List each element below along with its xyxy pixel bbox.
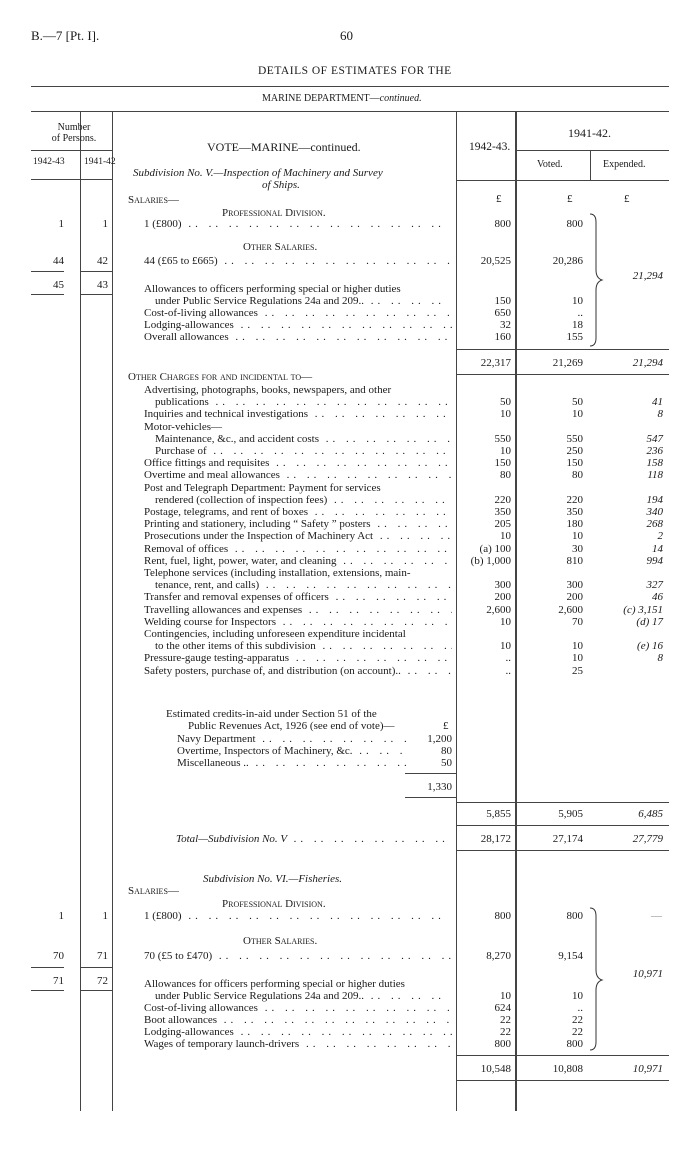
charge-label: Office fittings and requisites .. .. bbox=[144, 457, 452, 469]
amount-voted: 10 bbox=[572, 652, 583, 665]
credits-heading-2: Public Revenues Act, 1926 (see end of vote)— bbox=[188, 720, 395, 732]
amount-1942: 50 bbox=[500, 396, 511, 409]
amount-expended: 327 bbox=[646, 579, 663, 592]
amount-1942: 22 bbox=[500, 1014, 511, 1026]
amount-voted: 50 bbox=[572, 396, 583, 409]
pound-sign: £ bbox=[624, 193, 630, 205]
line-label: Boot allowances .. .. bbox=[144, 1014, 452, 1026]
amount-voted: 810 bbox=[566, 554, 583, 567]
subtotal-voted: 21,269 bbox=[552, 357, 583, 369]
charge-label: Purchase of .. .. bbox=[155, 445, 452, 457]
amount-1942: 200 bbox=[494, 591, 511, 604]
year-col-b: 1941-42 bbox=[84, 157, 116, 167]
amount-1942: 2,600 bbox=[486, 603, 511, 616]
charge-label: Overtime and meal allowances .. .. bbox=[144, 469, 452, 481]
other-salaries: Other Salaries. bbox=[243, 935, 318, 947]
pound-sign: £ bbox=[496, 193, 502, 205]
amount-voted: 22 bbox=[572, 1014, 583, 1026]
charge-label: Transfer and removal expenses of officers .. .. bbox=[144, 591, 452, 603]
amount-expended: (d) 17 bbox=[636, 615, 663, 628]
charge-label: Welding course for Inspectors .. .. bbox=[144, 616, 452, 628]
persons-total: 71 bbox=[53, 975, 64, 987]
charge-label: Removal of offices .. .. bbox=[144, 543, 452, 555]
persons-count: 1 bbox=[58, 218, 64, 230]
amount-1942: 22 bbox=[500, 1026, 511, 1038]
pound-sign: £ bbox=[567, 193, 573, 205]
charge-label: Prosecutions under the Inspection of Machinery Act .. .. bbox=[144, 530, 452, 542]
subtotal-1942: 5,855 bbox=[486, 808, 511, 820]
charge-label: Motor-vehicles— bbox=[144, 420, 222, 433]
amount-1942: 800 bbox=[494, 1038, 511, 1050]
amount-1942: 205 bbox=[494, 518, 511, 531]
subtotal-1942: 22,317 bbox=[480, 357, 511, 369]
amount-voted: 180 bbox=[566, 518, 583, 531]
persons-count: 1 bbox=[58, 910, 64, 922]
page-reference: B.—7 [Pt. I]. bbox=[31, 28, 100, 43]
subtotal-1942: 10,548 bbox=[480, 1063, 511, 1075]
persons-count: 1 bbox=[102, 910, 108, 922]
salaries-label: Salaries— bbox=[128, 885, 179, 897]
total-1942: 28,172 bbox=[480, 833, 511, 845]
amount-1942: 350 bbox=[494, 506, 511, 518]
amount-voted: 800 bbox=[566, 1038, 583, 1050]
subtotal-expended: 21,294 bbox=[632, 357, 663, 369]
persons-count: 44 bbox=[53, 255, 64, 267]
charge-label: Travelling allowances and expenses .. .. bbox=[144, 604, 452, 616]
amount-1942: .. bbox=[505, 664, 511, 677]
amount-voted: 250 bbox=[566, 445, 583, 457]
amount-1942: .. bbox=[505, 652, 511, 665]
charge-label: Post and Telegraph Department: Payment for services bbox=[144, 481, 381, 494]
amount-expended: 8 bbox=[657, 652, 663, 665]
amount-expended: 14 bbox=[652, 542, 663, 555]
amount-1942: 10 bbox=[500, 445, 511, 457]
charge-label: Contingencies, including unforeseen expenditure incidental bbox=[144, 628, 406, 640]
bracket-total: 21,294 bbox=[632, 270, 663, 282]
amount-voted: 800 bbox=[566, 910, 583, 922]
brace-icon bbox=[588, 906, 606, 1054]
page-title: DETAILS OF ESTIMATES FOR THE bbox=[258, 65, 452, 77]
charge-label: rendered (collection of inspection fees) .. .. bbox=[155, 494, 452, 506]
amount-voted: 10 bbox=[572, 640, 583, 653]
col-1941-42: 1941-42. bbox=[568, 126, 611, 140]
credit-label: Navy Department .. .. bbox=[177, 733, 407, 745]
credit-label: Miscellaneous .. .. .. bbox=[177, 757, 407, 769]
amount-expended: 8 bbox=[657, 408, 663, 421]
line-label: Allowances to officers performing special or higher duties bbox=[144, 283, 401, 295]
amount-voted: 80 bbox=[572, 469, 583, 482]
amount-1942: 300 bbox=[494, 579, 511, 592]
amount-voted: 10 bbox=[572, 408, 583, 421]
amount-expended: — bbox=[651, 910, 662, 922]
amount-voted: 20,286 bbox=[552, 255, 583, 267]
charge-label: tenance, rent, and calls) .. .. bbox=[155, 579, 452, 591]
line-label: under Public Service Regulations 24a and 209.. .. .. bbox=[155, 990, 452, 1002]
amount-voted: 200 bbox=[566, 591, 583, 604]
amount-voted: 550 bbox=[566, 432, 583, 445]
amount-1942: 10 bbox=[500, 530, 511, 543]
line-label: Cost-of-living allowances .. .. bbox=[144, 307, 452, 319]
subdivision-v-heading-2: of Ships. bbox=[262, 179, 300, 191]
amount-expended: 158 bbox=[646, 457, 663, 470]
salaries-label: Salaries— bbox=[128, 194, 179, 206]
credits-heading: Estimated credits-in-aid under Section 51 of the bbox=[166, 708, 377, 720]
line-label: 1 (£800) .. .. bbox=[144, 218, 452, 230]
amount-voted: 150 bbox=[566, 457, 583, 470]
charge-label: Advertising, photographs, books, newspapers, and other bbox=[144, 384, 392, 396]
persons-header: Number of Persons. bbox=[51, 122, 97, 144]
amount-voted: 10 bbox=[572, 295, 583, 307]
line-label: under Public Service Regulations 24a and 209.. .. .. bbox=[155, 295, 452, 307]
credits-total: 1,330 bbox=[427, 781, 452, 793]
charge-label: Printing and stationery, including “ Safety ” posters .. .. bbox=[144, 518, 452, 530]
total-label: Total—Subdivision No. V .. .. bbox=[176, 833, 452, 845]
voted-header: Voted. bbox=[537, 159, 563, 170]
amount-expended: 46 bbox=[652, 591, 663, 604]
amount-1942: 220 bbox=[494, 493, 511, 506]
subdivision-v-heading: Subdivision No. V.—Inspection of Machinery and Survey bbox=[133, 167, 383, 179]
amount-1942: (b) 1,000 bbox=[470, 554, 511, 567]
persons-count: 70 bbox=[53, 950, 64, 962]
professional-division: Professional Division. bbox=[222, 898, 326, 910]
persons-total: 43 bbox=[97, 279, 108, 291]
amount-1942: 160 bbox=[494, 331, 511, 343]
page-number: 60 bbox=[340, 28, 353, 43]
page-subtitle: MARINE DEPARTMENT—continued. bbox=[262, 93, 422, 104]
line-label: Lodging-allowances .. .. bbox=[144, 1026, 452, 1038]
amount-1942: 150 bbox=[494, 295, 511, 307]
amount-1942: 150 bbox=[494, 457, 511, 470]
amount-voted: 22 bbox=[572, 1026, 583, 1038]
amount-expended: 2 bbox=[657, 530, 663, 543]
amount-expended: (e) 16 bbox=[637, 640, 663, 653]
expended-header: Expended. bbox=[603, 159, 646, 170]
charge-label: publications .. .. bbox=[155, 396, 452, 408]
amount-expended: 236 bbox=[646, 445, 663, 457]
amount-1942: 10 bbox=[500, 408, 511, 421]
amount-voted: 800 bbox=[566, 218, 583, 230]
charge-label: Safety posters, purchase of, and distribution (on account).. .. .. bbox=[144, 665, 452, 677]
amount-1942: 20,525 bbox=[480, 255, 511, 267]
amount-voted: 155 bbox=[566, 331, 583, 343]
col-1942-43: 1942-43. bbox=[469, 141, 511, 153]
charge-label: Maintenance, &c., and accident costs .. .. bbox=[155, 433, 452, 445]
amount-voted: 9,154 bbox=[558, 950, 583, 962]
persons-count: 1 bbox=[102, 218, 108, 230]
vote-heading: VOTE—MARINE—continued. bbox=[207, 140, 361, 154]
amount-1942: 550 bbox=[494, 432, 511, 445]
amount-voted: .. bbox=[577, 1002, 583, 1014]
amount-expended: 41 bbox=[652, 396, 663, 409]
amount-voted: 10 bbox=[572, 530, 583, 543]
amount-1942: 800 bbox=[494, 218, 511, 230]
line-label: 70 (£5 to £470) .. .. bbox=[144, 950, 452, 962]
amount-expended: 118 bbox=[647, 469, 663, 482]
subtotal-voted: 10,808 bbox=[552, 1063, 583, 1075]
amount-voted: 70 bbox=[572, 615, 583, 628]
amount-1942: 10 bbox=[500, 615, 511, 628]
other-charges-heading: Other Charges for and incidental to— bbox=[128, 371, 313, 383]
charge-label: Telephone services (including installation, extensions, main- bbox=[144, 567, 411, 579]
credit-value: 80 bbox=[441, 745, 452, 757]
amount-1942: 10 bbox=[500, 990, 511, 1002]
amount-voted: 220 bbox=[566, 493, 583, 506]
amount-expended: 994 bbox=[646, 554, 663, 567]
amount-voted: 30 bbox=[572, 542, 583, 555]
line-label: Cost-of-living allowances .. .. bbox=[144, 1002, 452, 1014]
charge-label: Postage, telegrams, and rent of boxes .. .. bbox=[144, 506, 452, 518]
persons-count: 42 bbox=[97, 255, 108, 267]
line-label: 44 (£65 to £665) .. .. bbox=[144, 255, 452, 267]
other-salaries: Other Salaries. bbox=[243, 241, 318, 253]
professional-division: Professional Division. bbox=[222, 207, 326, 219]
amount-1942: 650 bbox=[494, 307, 511, 319]
line-label: Lodging-allowances .. .. bbox=[144, 319, 452, 331]
total-voted: 27,174 bbox=[552, 833, 583, 845]
charge-label: Inquiries and technical investigations .. .. bbox=[144, 408, 452, 420]
credit-value: 50 bbox=[441, 757, 452, 769]
total-expended: 27,779 bbox=[632, 833, 663, 845]
subtotal-voted: 5,905 bbox=[558, 808, 583, 820]
amount-1942: 32 bbox=[500, 319, 511, 331]
amount-1942: 800 bbox=[494, 910, 511, 922]
amount-expended: 268 bbox=[646, 518, 663, 531]
amount-voted: 2,600 bbox=[558, 603, 583, 616]
line-label: 1 (£800) .. .. bbox=[144, 910, 452, 922]
amount-1942: (a) 100 bbox=[479, 542, 511, 555]
persons-total: 45 bbox=[53, 279, 64, 291]
credit-value: 1,200 bbox=[427, 733, 452, 745]
amount-1942: 80 bbox=[500, 469, 511, 482]
amount-1942: 10 bbox=[500, 640, 511, 653]
amount-expended: 194 bbox=[646, 493, 663, 506]
year-col-a: 1942-43 bbox=[33, 157, 65, 167]
bracket-total: 10,971 bbox=[632, 968, 663, 980]
amount-voted: .. bbox=[577, 307, 583, 319]
amount-expended: 340 bbox=[646, 506, 663, 518]
amount-1942: 8,270 bbox=[486, 950, 511, 962]
line-label: Wages of temporary launch-drivers .. .. bbox=[144, 1038, 452, 1050]
amount-1942: 624 bbox=[494, 1002, 511, 1014]
persons-total: 72 bbox=[97, 975, 108, 987]
amount-voted: 18 bbox=[572, 319, 583, 331]
amount-expended: 547 bbox=[646, 432, 663, 445]
line-label: Allowances for officers performing special or higher duties bbox=[144, 978, 405, 990]
subtotal-expended: 6,485 bbox=[638, 808, 663, 820]
pound-sign: £ bbox=[443, 720, 449, 732]
line-label: Overall allowances .. .. bbox=[144, 331, 452, 343]
charge-label: Pressure-gauge testing-apparatus .. .. bbox=[144, 652, 452, 664]
amount-expended: (c) 3,151 bbox=[623, 603, 663, 616]
charge-label: Rent, fuel, light, power, water, and cleaning .. .. bbox=[144, 555, 452, 567]
amount-voted: 300 bbox=[566, 579, 583, 592]
subdivision-vi-heading: Subdivision No. VI.—Fisheries. bbox=[203, 873, 343, 885]
credit-label: Overtime, Inspectors of Machinery, &c. .. .. bbox=[177, 745, 407, 757]
amount-voted: 10 bbox=[572, 990, 583, 1002]
subtotal-expended: 10,971 bbox=[632, 1063, 663, 1075]
amount-voted: 350 bbox=[566, 506, 583, 518]
charge-label: to the other items of this subdivision .. .. bbox=[155, 640, 452, 652]
amount-voted: 25 bbox=[572, 664, 583, 677]
persons-count: 71 bbox=[97, 950, 108, 962]
